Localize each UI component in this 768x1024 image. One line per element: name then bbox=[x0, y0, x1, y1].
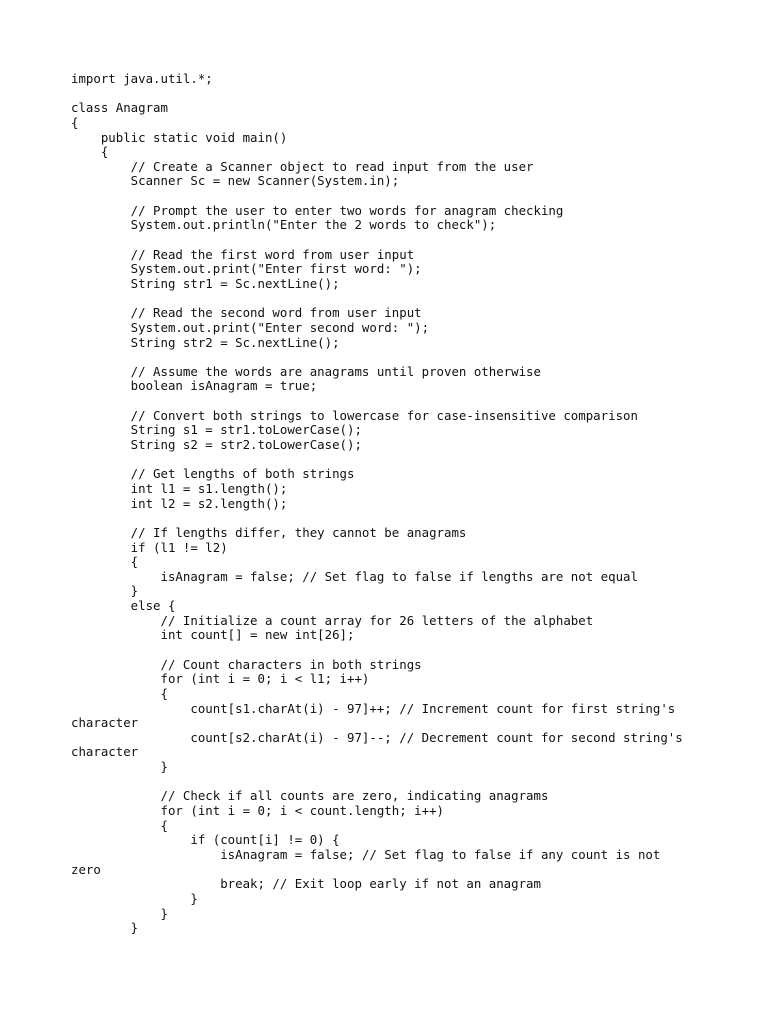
code-listing bbox=[71, 72, 731, 936]
code-line bbox=[71, 453, 731, 468]
code-line: class Anagram bbox=[71, 100, 168, 116]
code-line: count[s1.charAt(i) - 97]++; // Increment count for first string's bbox=[71, 700, 676, 716]
code-line: // If lengths differ, they cannot be anagrams bbox=[71, 524, 467, 540]
code-line: String str1 = Sc.nextLine(); bbox=[71, 275, 340, 291]
code-line: isAnagram = false; // Set flag to false if lengths are not equal bbox=[71, 568, 638, 584]
code-line: zero bbox=[71, 861, 101, 877]
code-line: for (int i = 0; i < l1; i++) bbox=[71, 671, 370, 687]
code-line: character bbox=[71, 744, 139, 760]
code-line bbox=[71, 394, 731, 409]
code-line: import java.util.*; bbox=[71, 71, 213, 86]
code-line: String str2 = Sc.nextLine(); bbox=[71, 334, 340, 350]
code-line: // Prompt the user to enter two words for anagram checking bbox=[71, 202, 564, 218]
code-line: { bbox=[71, 114, 79, 130]
code-line bbox=[71, 189, 731, 204]
code-line: // Assume the words are anagrams until proven otherwise bbox=[71, 363, 541, 379]
code-line: // Count characters in both strings bbox=[71, 656, 422, 672]
code-line: // Read the second word from user input bbox=[71, 305, 422, 321]
code-line: { bbox=[71, 685, 168, 701]
code-line: System.out.print("Enter second word: "); bbox=[71, 319, 430, 335]
code-line: { bbox=[71, 817, 168, 833]
code-line: // Get lengths of both strings bbox=[71, 466, 355, 482]
code-line: } bbox=[71, 920, 139, 936]
code-line: { bbox=[71, 554, 139, 570]
code-line: } bbox=[71, 905, 168, 921]
code-line: boolean isAnagram = true; bbox=[71, 378, 318, 394]
code-line: String s1 = str1.toLowerCase(); bbox=[71, 422, 362, 438]
code-line: } bbox=[71, 890, 198, 906]
code-line: } bbox=[71, 583, 139, 599]
code-line: public static void main() bbox=[71, 129, 288, 145]
code-line: int l2 = s2.length(); bbox=[71, 495, 288, 511]
code-line: count[s2.charAt(i) - 97]--; // Decrement count for second string's bbox=[71, 729, 683, 745]
code-line: // Initialize a count array for 26 letters of the alphabet bbox=[71, 612, 594, 628]
code-line: if (l1 != l2) bbox=[71, 539, 228, 555]
code-line bbox=[71, 350, 731, 365]
code-line bbox=[71, 292, 731, 307]
code-line: else { bbox=[71, 598, 176, 614]
code-line: } bbox=[71, 759, 168, 775]
code-line bbox=[71, 775, 731, 790]
code-line: int l1 = s1.length(); bbox=[71, 480, 288, 496]
code-line: isAnagram = false; // Set flag to false if any count is not bbox=[71, 846, 661, 862]
code-line: for (int i = 0; i < count.length; i++) bbox=[71, 803, 444, 819]
code-line: break; // Exit loop early if not an anagram bbox=[71, 876, 541, 892]
code-line: int count[] = new int[26]; bbox=[71, 627, 355, 643]
code-line: // Convert both strings to lowercase for case-insensitive comparison bbox=[71, 407, 638, 423]
code-line: System.out.println("Enter the 2 words to check"); bbox=[71, 217, 497, 233]
code-line: { bbox=[71, 144, 109, 160]
code-line bbox=[71, 643, 731, 658]
code-line: System.out.print("Enter first word: "); bbox=[71, 261, 422, 277]
code-line bbox=[71, 511, 731, 526]
code-line: Scanner Sc = new Scanner(System.in); bbox=[71, 173, 400, 189]
code-line: // Read the first word from user input bbox=[71, 246, 415, 262]
code-line: character bbox=[71, 715, 139, 731]
code-line bbox=[71, 233, 731, 248]
code-line: String s2 = str2.toLowerCase(); bbox=[71, 437, 362, 453]
code-line: if (count[i] != 0) { bbox=[71, 832, 340, 848]
code-line: // Check if all counts are zero, indicating anagrams bbox=[71, 788, 549, 804]
code-line bbox=[71, 87, 731, 102]
code-line: // Create a Scanner object to read input from the user bbox=[71, 158, 534, 174]
